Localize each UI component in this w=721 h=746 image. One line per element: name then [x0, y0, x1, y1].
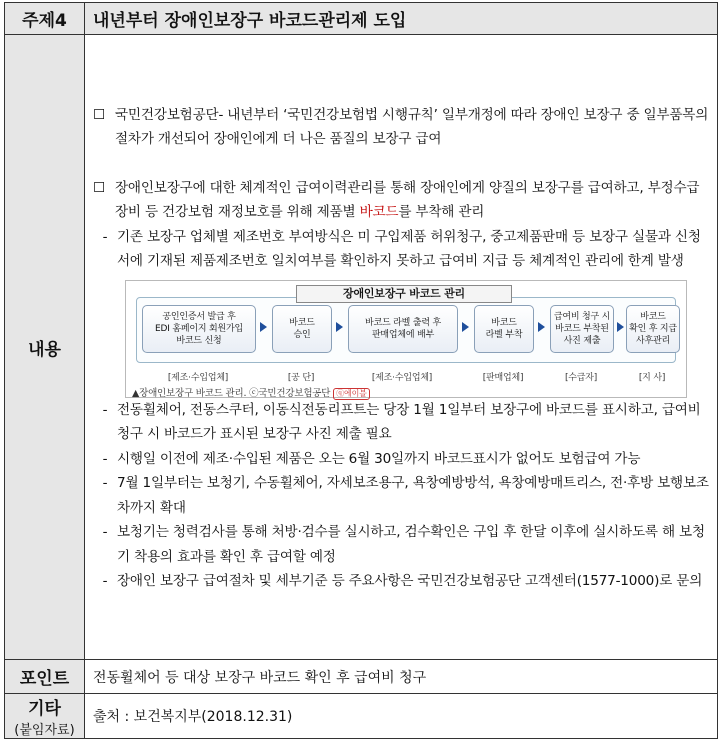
process-step-1	[142, 305, 256, 353]
dash-marker: -	[102, 401, 108, 418]
process-step-3	[348, 305, 458, 353]
bullet-6	[93, 569, 709, 594]
paragraph-1	[93, 103, 709, 152]
bullet-2-text: 전동휠체어, 전동스쿠터, 이동식전동리프트는 당장 1월 1일부터 보장구에 바코드를 표시하고, 급여비 청구 시 바코드가 표시된 보장구 사진 제출 필요	[117, 401, 701, 442]
etc-row	[5, 694, 718, 739]
topic-title: 내년부터 장애인보장구 바코드관리제 도입	[85, 3, 718, 35]
content-row	[5, 35, 718, 660]
bullet-5	[93, 520, 709, 569]
step-1-caption: [제조·수입업체]	[167, 372, 229, 383]
process-step-2	[272, 305, 332, 353]
step-2-caption: [공 단]	[287, 372, 315, 383]
point-row	[5, 660, 718, 694]
dash-marker: -	[102, 573, 108, 589]
step-5-line-1: 급여비 청구 시	[553, 311, 611, 322]
barcode-highlight: 바코드	[359, 204, 399, 220]
step-2-line-1: 바코드	[289, 317, 315, 328]
process-step-4	[474, 305, 534, 353]
arrow-icon	[462, 322, 469, 332]
source-text: 출처 : 보건복지부(2018.12.31)	[85, 694, 718, 739]
paragraph-1-text: 국민건강보험공단- 내년부터 ‘국민건강보험법 시행규칙’ 일부개정에 따라 장애인 보장구 중 일부품목의 절차가 개선되어 장애인에게 더 나은 품질의 보장구 급여	[115, 106, 709, 147]
step-3-line-1: 바코드 라벨 출력 후	[365, 317, 441, 328]
paragraph-2-text	[115, 176, 709, 225]
bullet-4-text: 7월 1일부터는 보청기, 수동휠체어, 자세보조용구, 욕창예방방석, 욕창예방매트리스, 전·후방 보행보조차까지 확대	[117, 475, 709, 516]
step-1-line-1: 공인인증서 발급 후	[162, 311, 236, 322]
arrow-icon	[260, 322, 267, 332]
figure-title: 장애인보장구 바코드 관리	[296, 285, 512, 303]
bullet-4	[93, 471, 709, 520]
topic-label: 주제4	[5, 3, 85, 35]
content-label: 내용	[5, 35, 85, 660]
step-4-caption: [판매업체]	[482, 372, 524, 383]
arrow-icon	[538, 322, 545, 332]
bullet-6-text: 장애인 보장구 급여절차 및 세부기준 등 주요사항은 국민건강보험공단 고객센터(1577-1000)로 문의	[117, 573, 703, 589]
step-1-line-3: 바코드 신청	[176, 335, 222, 346]
dash-marker: -	[102, 228, 108, 245]
arrow-icon	[336, 322, 343, 332]
point-text: 전동휠체어 등 대상 보장구 바코드 확인 후 급여비 청구	[85, 660, 718, 694]
step-1-line-2: EDI 홈페이지 회원가입	[155, 323, 243, 334]
arrow-icon	[617, 322, 624, 332]
able-news-badge: ⓠ에이블	[333, 388, 369, 400]
dash-marker: -	[102, 475, 108, 491]
etc-label-main: 기타	[28, 699, 61, 719]
step-2-line-2: 승인	[293, 329, 311, 340]
process-step-5	[550, 305, 614, 353]
step-6-line-3: 사후관리	[636, 335, 670, 346]
document-table	[4, 2, 718, 739]
step-5-line-2: 바코드 부착된	[555, 323, 609, 334]
content-body	[85, 35, 718, 660]
dash-marker: -	[102, 450, 108, 467]
bullet-1	[93, 225, 709, 274]
figure-source	[132, 382, 370, 407]
paragraph-2-text-before: 장애인보장구에 대한 체계적인 급여이력관리를 통해 장애인에게 양질의 보장구를 급여하고, 부정수급 장비 등 건강보험 재정보호를 위해 제품별	[115, 179, 700, 220]
barcode-process-figure	[125, 280, 687, 398]
step-6-line-2: 확인 후 지급	[629, 323, 677, 334]
bullet-1-text: 기존 보장구 업체별 제조번호 부여방식은 미 구입제품 허위청구, 중고제품판매 등 보장구 실물과 신청서에 기재된 제품제조번호 일치여부를 확인하지 못하고 급여비 지급 등 체계적인 관리에 한계 발생	[117, 228, 701, 269]
checkbox-marker: ☐	[93, 179, 105, 196]
step-3-line-2: 판매업체에 배부	[371, 329, 435, 340]
topic-row	[5, 3, 718, 35]
step-3-caption: [제조·수입업체]	[371, 372, 433, 383]
step-4-line-2: 라벨 부착	[485, 329, 523, 340]
etc-label-sub: (붙임자료)	[14, 723, 75, 738]
bullet-3	[93, 447, 709, 472]
process-step-6	[626, 305, 680, 353]
paragraph-2	[93, 176, 709, 225]
figure-source-text: ▲장애인보장구 바코드 관리. ⓒ국민건강보험공단	[132, 387, 331, 399]
bullet-3-text: 시행일 이전에 제조·수입된 제품은 오는 6월 30일까지 바코드표시가 없어도 보험급여 가능	[117, 450, 641, 467]
point-label: 포인트	[5, 660, 85, 694]
step-6-caption: [지 사]	[638, 372, 666, 383]
step-6-line-1: 바코드	[640, 311, 666, 322]
step-5-line-3: 사진 제출	[563, 335, 601, 346]
checkbox-marker: ☐	[93, 106, 105, 123]
step-4-line-1: 바코드	[491, 317, 517, 328]
paragraph-2-text-after: 를 부착해 관리	[398, 204, 485, 220]
etc-label	[5, 694, 85, 739]
dash-marker: -	[102, 524, 108, 540]
step-5-caption: [수급자]	[564, 372, 598, 383]
bullet-5-text: 보청기는 청력검사를 통해 처방·검수를 실시하고, 검수확인은 구입 후 한달 이후에 실시하도록 해 보청기 착용의 효과를 확인 후 급여할 예정	[117, 524, 705, 565]
